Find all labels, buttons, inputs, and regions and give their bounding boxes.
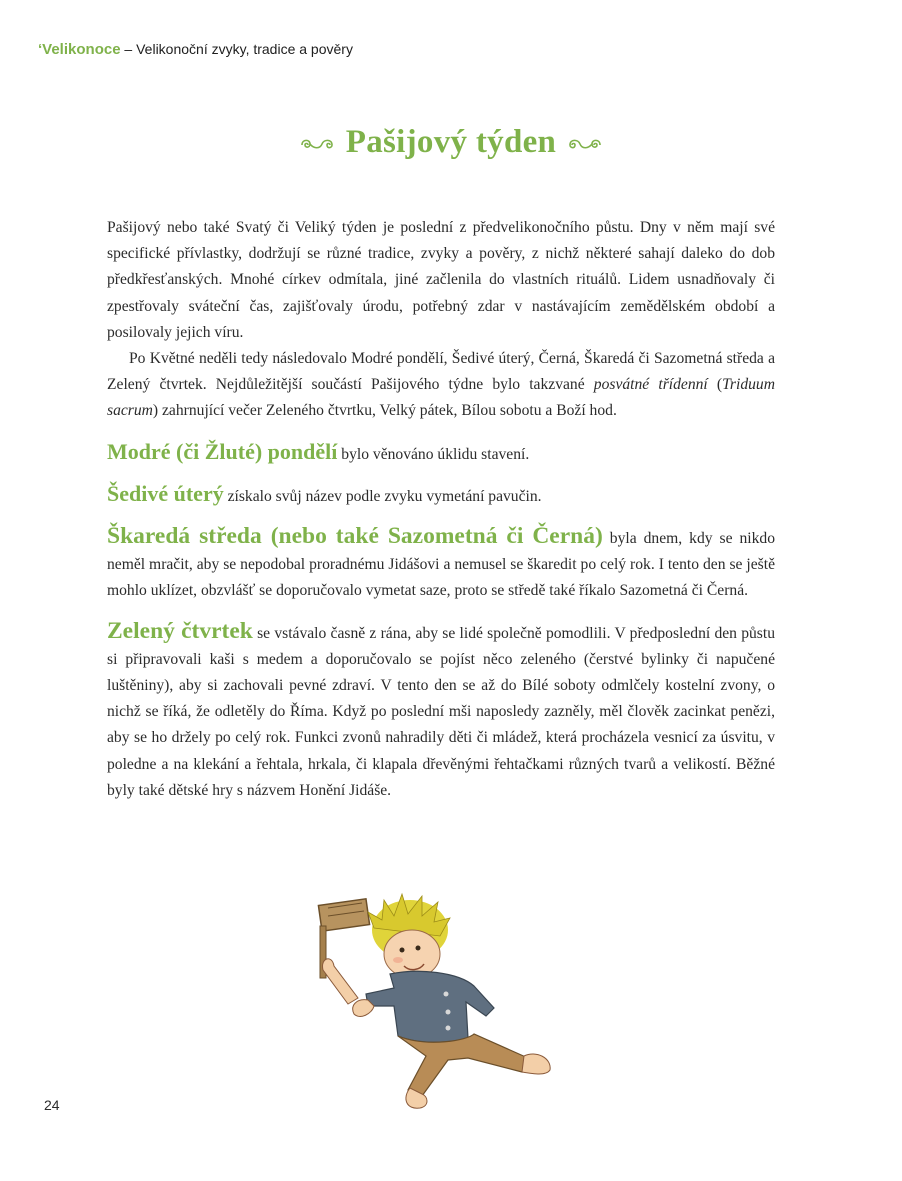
section-thursday bbox=[107, 618, 775, 804]
section-tuesday bbox=[107, 481, 775, 510]
section-text: bylo věnováno úklidu stavení. bbox=[337, 445, 530, 463]
section-heading: Škaredá středa (nebo také Sazometná či Černá) bbox=[107, 523, 603, 550]
section-heading: Modré (či Žluté) pondělí bbox=[107, 438, 338, 464]
intro-paragraph-1: Pašijový nebo také Svatý či Veliký týden je poslední z předvelikonočního půstu. Dny v něm mají své specifické přívlastky, dodržují se různé tradice, zvyky a pověry, z nichž některé sahají daleko do dob předkřesťanských. Mnohé církev odmítala, jiné začlenila do vlastních rituálů. Lidem usnadňovaly či zpestřovaly sváteční čas, zajišťovaly úrodu, potřebný zdar v nastávajícím zemědělském období a posilovaly jejich víru. bbox=[107, 219, 775, 341]
section-monday bbox=[107, 439, 775, 468]
section-text: se vstávalo časně z rána, aby se lidé společně pomodlili. V předposlední den půstu si připravovali kaši s medem a doporučovalo se pojíst něco zeleného (čerstvé bylinky či napučené luštěniny), aby si zachovali pevné zdraví. V tento den se až do Bílé soboty odmlčely kostelní zvony, o nichž se říká, že odletěly do Říma. Když po poslední mši naposledy zazněly, měl člověk zacinkat penězi, aby se ho držely po celý rok. Funkci zvonů nahradily děti či mládež, která procházela vesnicí za úsvitu, v poledne a na klekání a řehtala, hrkala, či klapala dřevěnými řehtačkami různých tvarů a velikostí. Běžné byly také dětské hry s názvem Honění Jidáše. bbox=[107, 624, 776, 799]
section-text: získalo svůj název podle zvyku vymetání pavučin. bbox=[223, 487, 542, 505]
intro-p2-text-b: ( bbox=[707, 376, 723, 394]
intro-paragraph-2 bbox=[107, 346, 775, 425]
intro-p2-emphasis-2: Triduum sacrum bbox=[107, 376, 775, 420]
title-block bbox=[0, 124, 902, 161]
page-number: 24 bbox=[44, 1097, 60, 1113]
section-heading: Šedivé úterý bbox=[107, 480, 224, 506]
intro-p2-text-c: ) zahrnující večer Zeleného čtvrtku, Velký pátek, Bílou sobotu a Boží hod. bbox=[152, 402, 617, 420]
intro-p2-text-a: Po Květné neděli tedy následovalo Modré pondělí, Šedivé úterý, Černá, Škaredá či Sazometná středa a Zelený čtvrtek. Nejdůležitější součástí Pašijového týdne bylo takzvané bbox=[107, 350, 775, 394]
running-head-brand: ‘Velikonoce bbox=[38, 41, 121, 58]
article-body bbox=[107, 215, 775, 804]
boy-with-rattle-illustration bbox=[298, 888, 578, 1113]
flourish-right-icon bbox=[568, 133, 602, 153]
flourish-left-icon bbox=[300, 133, 334, 153]
section-wednesday bbox=[107, 523, 775, 605]
running-head bbox=[38, 41, 353, 58]
page-title: Pašijový týden bbox=[345, 124, 557, 160]
section-text: byla dnem, kdy se nikdo neměl mračit, aby se nepodobal proradnému Jidášovi a nemusel se škaredit po celý rok. I tento den se ještě mohlo uklízet, obzvlášť se doporučovalo vymetat saze, proto se středě také říkalo Sazometná či Černá. bbox=[107, 530, 775, 600]
running-head-subtitle: – Velikonoční zvyky, tradice a pověry bbox=[120, 41, 353, 57]
section-heading: Zelený čtvrtek bbox=[107, 617, 253, 644]
intro-p2-emphasis-1: posvátné třídenní bbox=[593, 376, 708, 394]
